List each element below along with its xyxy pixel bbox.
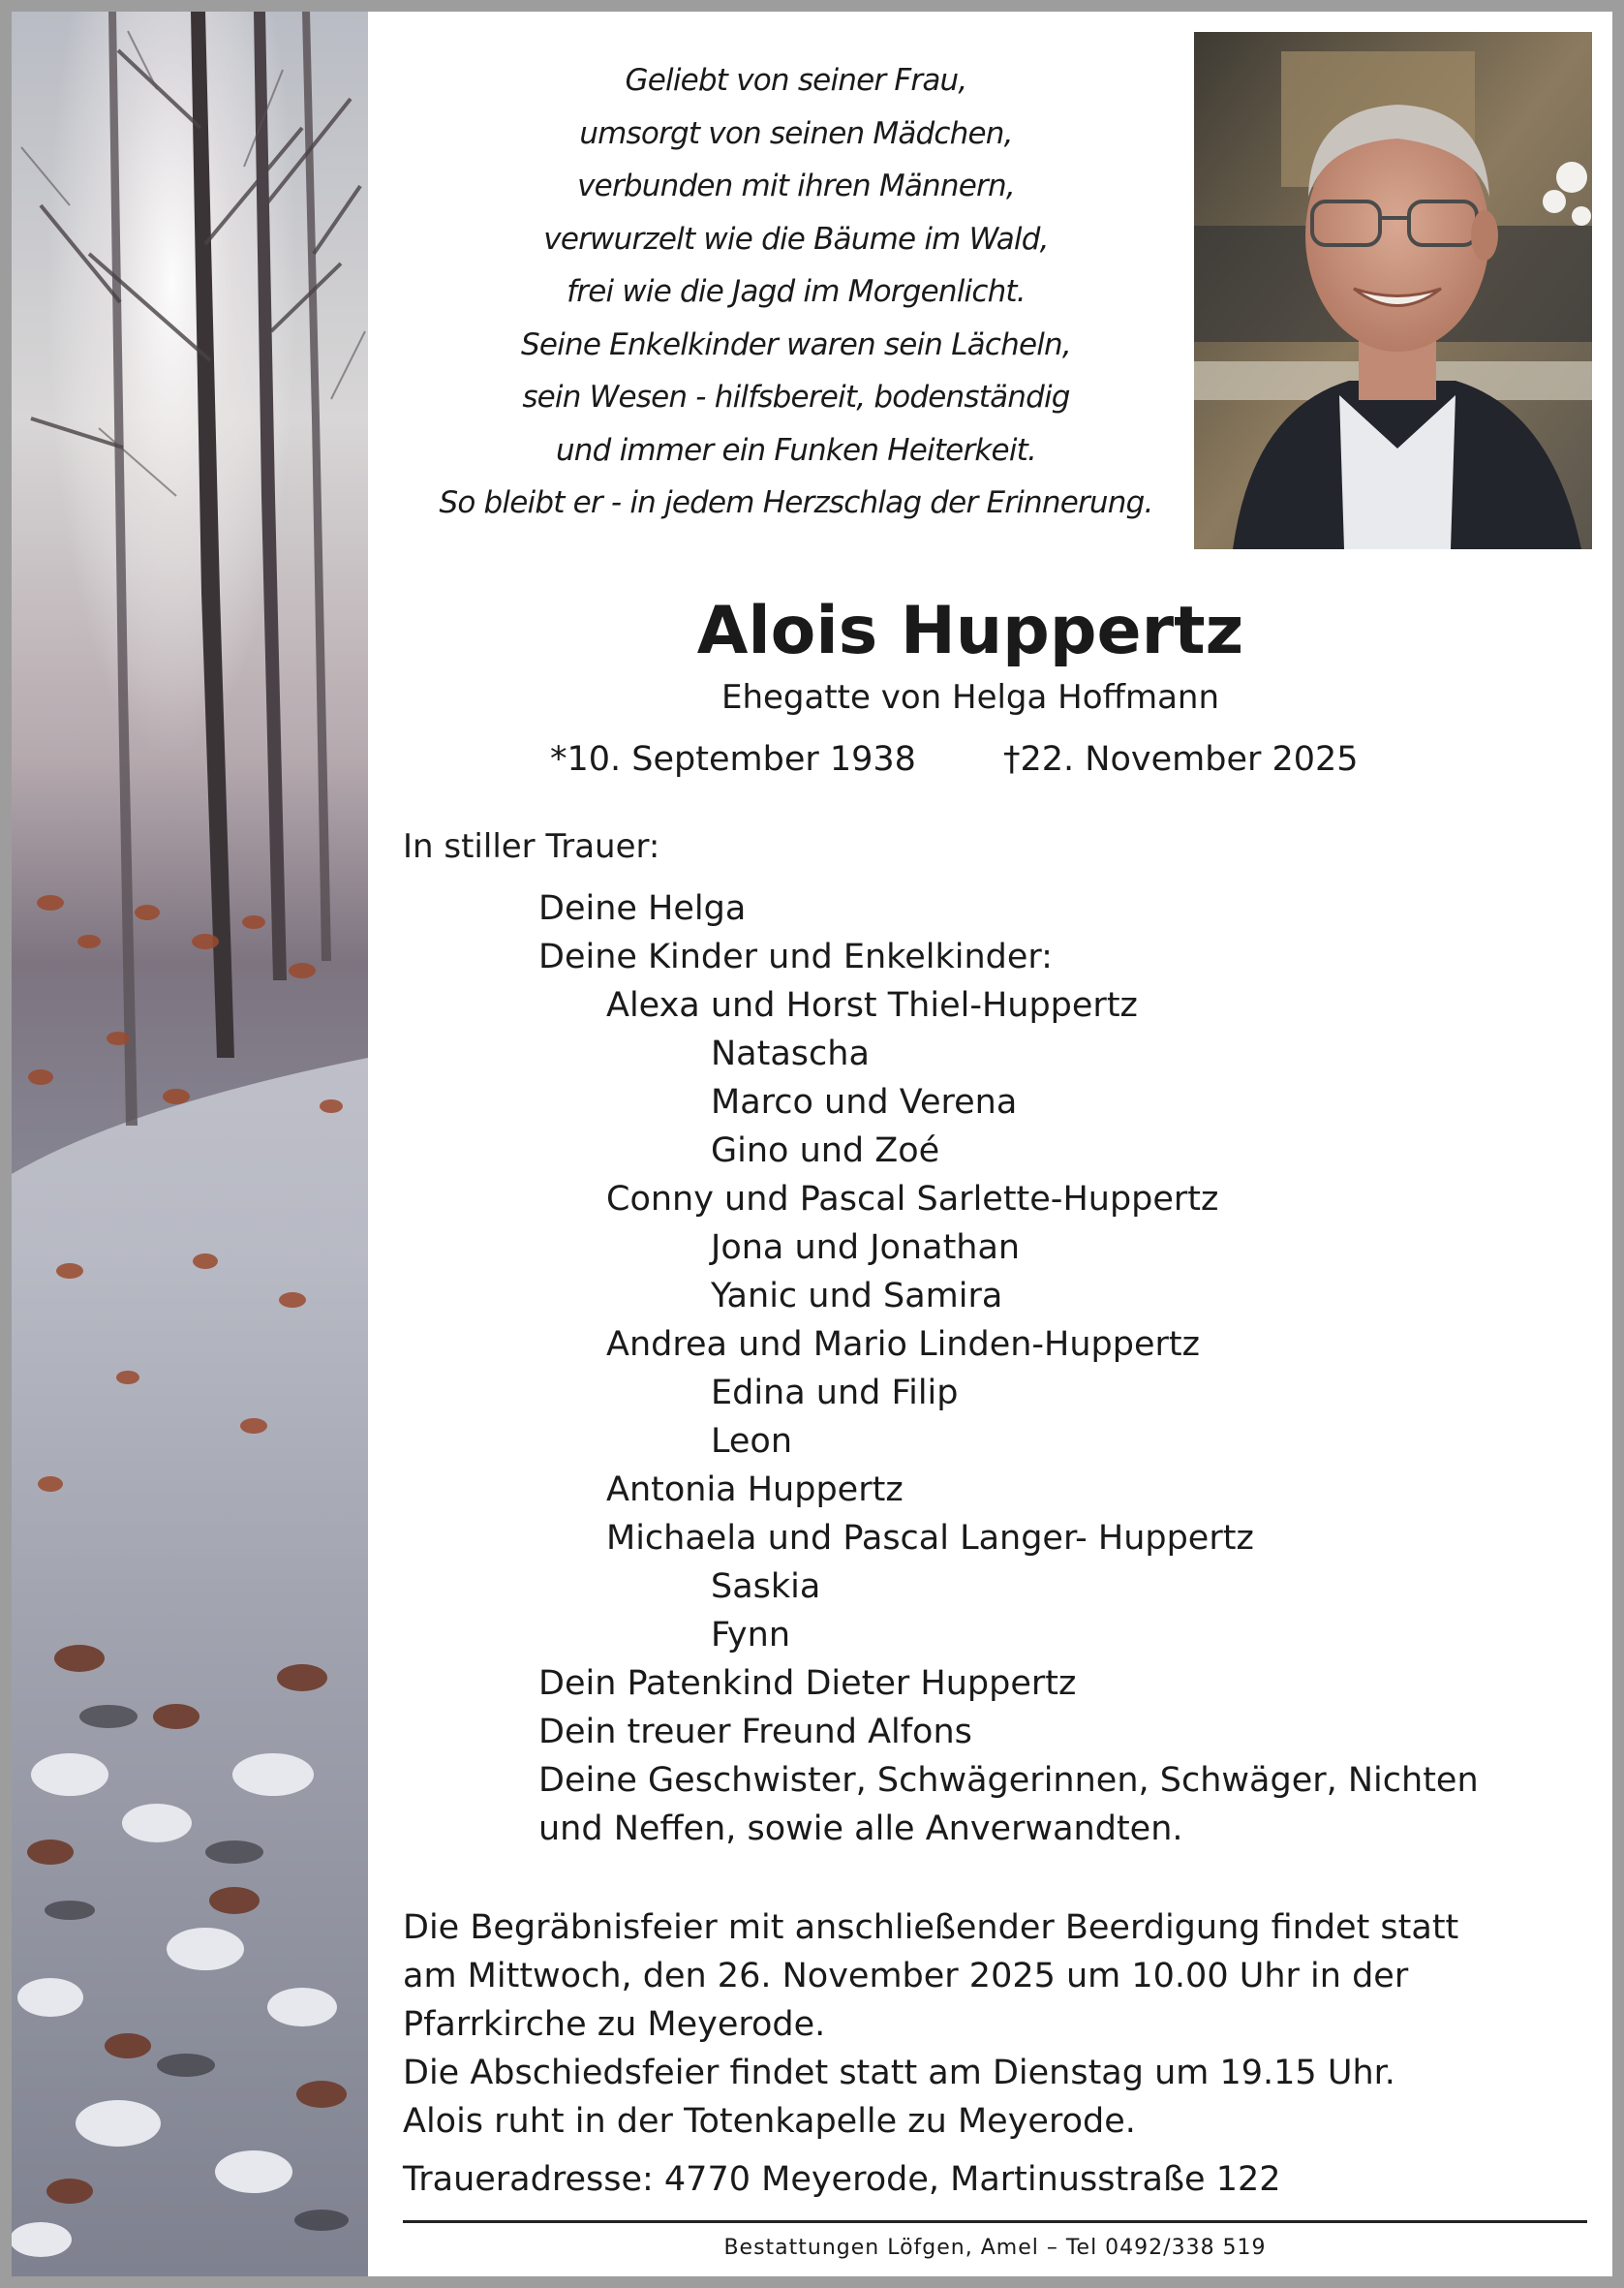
mourner-line: Deine Kinder und Enkelkinder: — [538, 938, 1053, 976]
deceased-name: Alois Huppertz — [696, 593, 1244, 669]
poem-line: frei wie die Jagd im Morgenlicht. — [567, 274, 1026, 309]
poem-line: Geliebt von seiner Frau, — [625, 63, 967, 98]
mourning-address: Traueradresse: 4770 Meyerode, Martinusstraße 122 — [403, 2160, 1281, 2199]
forest-image — [12, 12, 368, 2276]
mourner-line: Alexa und Horst Thiel-Huppertz — [606, 986, 1138, 1025]
poem-line: umsorgt von seinen Mädchen, — [579, 115, 1013, 151]
footer-divider — [403, 2220, 1587, 2223]
birth-date: *10. September 1938 — [550, 740, 916, 779]
funeral-info-line: Pfarrkirche zu Meyerode. — [403, 2005, 826, 2044]
mourner-line: Saskia — [711, 1567, 821, 1606]
mourner-line: Andrea und Mario Linden-Huppertz — [606, 1325, 1200, 1364]
mourner-line: Edina und Filip — [711, 1374, 959, 1412]
poem-line: verbunden mit ihren Männern, — [577, 169, 1015, 203]
mourner-line: Jona und Jonathan — [711, 1228, 1021, 1267]
poem — [389, 54, 1203, 530]
spouse-line: Ehegatte von Helga Hoffmann — [720, 678, 1220, 717]
funeral-info-line: Die Begräbnisfeier mit anschließender Beerdigung findet statt — [403, 1908, 1459, 1947]
mourner-line: Gino und Zoé — [711, 1131, 940, 1170]
mourner-line: Leon — [711, 1422, 793, 1461]
mourner-line: Michaela und Pascal Langer- Huppertz — [606, 1519, 1254, 1558]
funeral-info-line: am Mittwoch, den 26. November 2025 um 10.00 Uhr in der — [403, 1957, 1409, 1995]
mourner-line: Marco und Verena — [711, 1083, 1018, 1122]
mourner-line: Deine Helga — [538, 889, 747, 928]
mourner-line: Natascha — [711, 1035, 870, 1073]
mourner-line: Deine Geschwister, Schwägerinnen, Schwäger, Nichten — [538, 1761, 1479, 1800]
mourning-intro: In stiller Trauer: — [403, 827, 660, 866]
mourner-line: Antonia Huppertz — [606, 1470, 904, 1509]
mourner-line: Fynn — [711, 1616, 790, 1654]
poem-line: So bleibt er - in jedem Herzschlag der Erinnerung. — [439, 485, 1153, 520]
poem-line: verwurzelt wie die Bäume im Wald, — [543, 221, 1049, 257]
obituary-page — [12, 12, 1612, 2276]
mourner-line: Dein treuer Freund Alfons — [538, 1713, 972, 1751]
portrait-photo — [1194, 32, 1592, 549]
mourner-line: Dein Patenkind Dieter Huppertz — [538, 1664, 1077, 1703]
funeral-info-line: Alois ruht in der Totenkapelle zu Meyerode. — [403, 2102, 1136, 2141]
poem-line: und immer ein Funken Heiterkeit. — [555, 432, 1037, 468]
funeral-info-line: Die Abschiedsfeier findet statt am Dienstag um 19.15 Uhr. — [403, 2054, 1395, 2092]
mourner-line: Yanic und Samira — [711, 1277, 1003, 1315]
death-date: †22. November 2025 — [1003, 740, 1359, 779]
mourner-line: Conny und Pascal Sarlette-Huppertz — [606, 1180, 1219, 1219]
poem-line: sein Wesen - hilfsbereit, bodenständig — [522, 380, 1070, 415]
mourner-line: und Neffen, sowie alle Anverwandten. — [538, 1809, 1183, 1848]
funeral-home-footer: Bestattungen Löfgen, Amel – Tel 0492/338 519 — [723, 2236, 1267, 2260]
poem-line: Seine Enkelkinder waren sein Lächeln, — [521, 326, 1071, 362]
